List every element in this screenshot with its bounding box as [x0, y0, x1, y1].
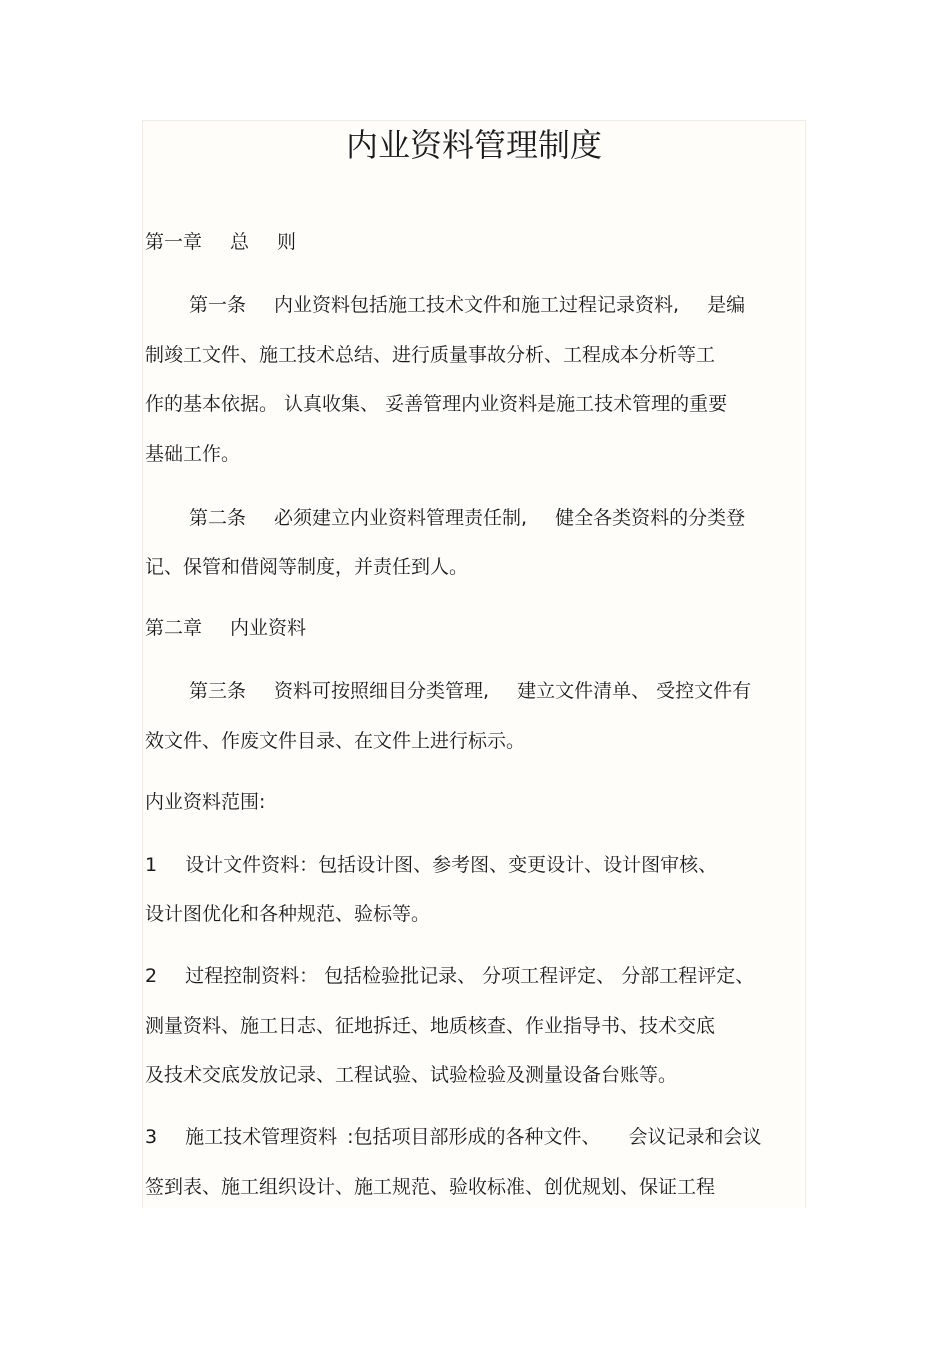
article-2-text-a: 必须建立内业资料管理责任制, [274, 507, 528, 529]
item-3-text-b: :包括项目部形成的各种文件、 [347, 1126, 601, 1148]
article-1-text-b: 是编 [707, 294, 746, 316]
item-1-line-1 [145, 850, 717, 880]
article-1-label: 第一条 [189, 294, 247, 316]
article-3-text-b: 建立文件清单、 受控文件有 [517, 680, 752, 702]
chapter-1-word-1: 总 [230, 231, 250, 253]
article-1-line-1 [189, 290, 745, 320]
item-2-text: 过程控制资料： 包括检验批记录、 分项工程评定、 分部工程评定、 [185, 965, 755, 987]
chapter-1-heading [145, 227, 296, 257]
item-3-line-1 [145, 1122, 762, 1152]
article-3-text-a: 资料可按照细目分类管理, [274, 680, 490, 702]
document-title: 内业资料管理制度 [345, 126, 602, 164]
chapter-2-heading [145, 613, 306, 643]
item-3-number: 3 [145, 1126, 158, 1148]
item-3-line-2: 签到表、施工组织设计、施工规范、验收标准、创优规划、保证工程 [145, 1176, 716, 1198]
chapter-2-label: 第二章 [145, 617, 203, 639]
item-2-line-2: 测量资料、施工日志、征地拆迁、地质核查、作业指导书、技术交底 [145, 1015, 716, 1037]
article-1-text-a: 内业资料包括施工技术文件和施工过程记录资料, [274, 294, 680, 316]
item-2-line-3: 及技术交底发放记录、工程试验、试验检验及测量设备台账等。 [145, 1064, 678, 1086]
article-3-line-1 [189, 676, 751, 706]
article-1-line-3: 作的基本依据。 认真收集、 妥善管理内业资料是施工技术管理的重要 [145, 393, 728, 415]
article-2-line-2: 记、保管和借阅等制度，并责任到人。 [145, 556, 469, 578]
chapter-2-name: 内业资料 [230, 617, 307, 639]
chapter-1-word-2: 则 [277, 231, 297, 253]
item-2-number: 2 [145, 965, 158, 987]
item-2-line-1 [145, 961, 754, 991]
item-1-number: 1 [145, 854, 158, 876]
article-2-label: 第二条 [189, 507, 247, 529]
article-1-line-2: 制竣工文件、施工技术总结、进行质量事故分析、工程成本分析等工 [145, 344, 716, 366]
document-page [142, 120, 806, 1208]
item-1-line-2: 设计图优化和各种规范、验标等。 [145, 903, 431, 925]
article-1-line-4: 基础工作。 [145, 443, 241, 465]
article-3-label: 第三条 [189, 680, 247, 702]
article-3-line-2: 效文件、作废文件目录、在文件上进行标示。 [145, 730, 526, 752]
chapter-1-label: 第一章 [145, 231, 203, 253]
article-2-line-1 [189, 503, 745, 533]
item-3-text-c: 会议记录和会议 [628, 1126, 762, 1148]
scope-heading: 内业资料范围: [145, 791, 266, 813]
item-3-text-a: 施工技术管理资料 [185, 1126, 338, 1148]
item-1-text: 设计文件资料：包括设计图、参考图、变更设计、设计图审核、 [185, 854, 718, 876]
article-2-text-b: 健全各类资料的分类登 [555, 507, 746, 529]
